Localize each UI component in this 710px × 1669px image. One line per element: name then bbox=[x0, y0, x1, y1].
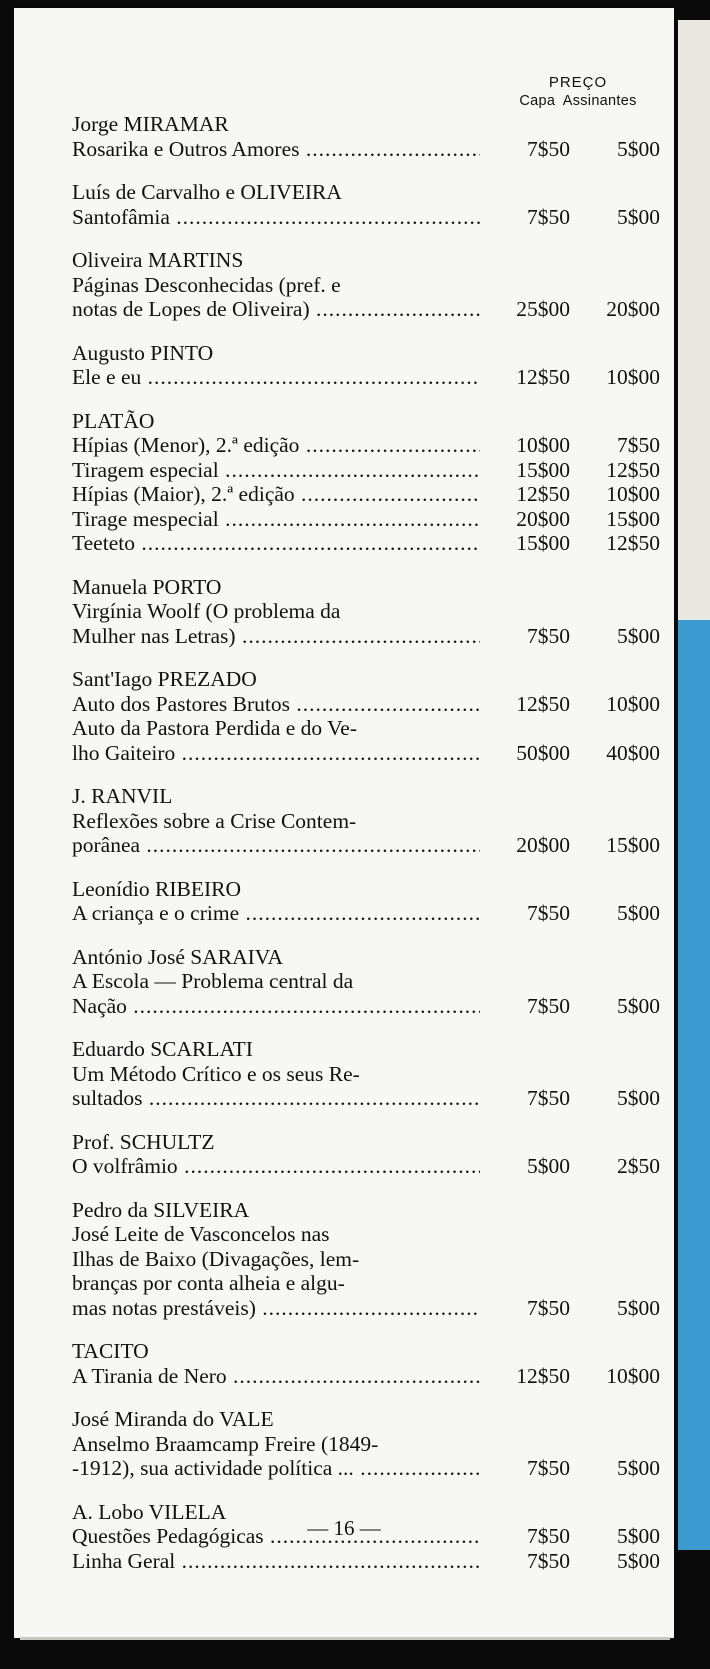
price-assinantes: 12$50 bbox=[606, 531, 660, 555]
book-title-line bbox=[72, 599, 672, 624]
author-name: Pedro da SILVEIRA bbox=[72, 1197, 250, 1222]
book-entry bbox=[72, 1130, 672, 1179]
price-assinantes: 10$00 bbox=[606, 691, 660, 716]
book-title: Nação ..... bbox=[72, 994, 480, 1019]
book-list bbox=[72, 112, 672, 1592]
book-title: Hípias (Maior), 2.ª edição ..... bbox=[72, 482, 480, 507]
price-assinantes: 5$00 bbox=[617, 1548, 660, 1573]
book-title-line bbox=[72, 531, 672, 556]
book-title-line bbox=[72, 205, 672, 230]
price-assinantes: 5$00 bbox=[617, 901, 660, 925]
price-assinantes: 5$00 bbox=[617, 1524, 660, 1548]
author-name: Oliveira MARTINS bbox=[72, 248, 244, 272]
book-title: Ilhas de Baixo (Divagações, lem- bbox=[72, 1246, 360, 1271]
book-title: Páginas Desconhecidas (pref. e bbox=[72, 272, 341, 297]
book-title: Auto dos Pastores Brutos ..... bbox=[72, 692, 480, 717]
price-label: PREÇO bbox=[548, 74, 608, 91]
price-capa: 7$50 bbox=[527, 1548, 570, 1573]
price-capa: 7$50 bbox=[527, 136, 570, 161]
book-title: Mulher nas Letras) ..... bbox=[72, 624, 480, 649]
author-name: Leonídio RIBEIRO bbox=[72, 876, 241, 901]
author-name: José Miranda do VALE bbox=[72, 1407, 274, 1431]
price-header bbox=[488, 74, 668, 109]
author-name: Eduardo SCARLATI bbox=[72, 1037, 253, 1061]
book-entry bbox=[72, 575, 672, 649]
book-title-line bbox=[72, 365, 672, 390]
book-title: Questões Pedagógicas ..... bbox=[72, 1524, 480, 1549]
price-assinantes: 2$50 bbox=[617, 1154, 660, 1178]
book-title: Um Método Crítico e os seus Re- bbox=[72, 1061, 360, 1086]
book-title: Ele e eu ..... bbox=[72, 365, 480, 390]
book-entry bbox=[72, 248, 672, 322]
book-entry bbox=[72, 877, 672, 926]
price-capa: 7$50 bbox=[527, 623, 570, 648]
price-assinantes: 10$00 bbox=[606, 365, 660, 389]
book-entry bbox=[72, 112, 672, 161]
price-capa: 12$50 bbox=[516, 691, 570, 716]
price-assinantes: 5$00 bbox=[617, 623, 660, 648]
price-assinantes: 5$00 bbox=[617, 1086, 660, 1110]
book-title: branças por conta alheia e algu- bbox=[72, 1271, 345, 1295]
page-edge bbox=[678, 20, 710, 620]
book-title-line bbox=[72, 1247, 672, 1272]
book-entry bbox=[72, 1037, 672, 1111]
price-assinantes: 10$00 bbox=[606, 482, 660, 506]
book-title-line bbox=[72, 1364, 672, 1389]
book-entry bbox=[72, 945, 672, 1019]
book-title-line bbox=[72, 809, 672, 834]
price-capa: 5$00 bbox=[527, 1154, 570, 1178]
book-title: Hípias (Menor), 2.ª edição ..... bbox=[72, 433, 480, 458]
book-entry bbox=[72, 180, 672, 229]
price-assinantes: 40$00 bbox=[606, 740, 660, 765]
book-title-line bbox=[72, 1456, 672, 1481]
book-title: Teeteto ..... bbox=[72, 531, 480, 556]
price-capa: 15$00 bbox=[516, 457, 570, 482]
book-title: Auto da Pastora Perdida e do Ve- bbox=[72, 716, 358, 740]
page-number: — 16 — bbox=[307, 1516, 381, 1540]
book-entry bbox=[72, 1407, 672, 1481]
price-capa: 7$50 bbox=[527, 1524, 570, 1548]
author-name: António José SARAIVA bbox=[72, 944, 284, 969]
book-title: Rosarika e Outros Amores ..... bbox=[72, 137, 480, 162]
page-bottom-edge bbox=[20, 1637, 670, 1640]
book-title-line bbox=[72, 482, 672, 507]
price-capa: 7$50 bbox=[527, 204, 570, 229]
book-entry bbox=[72, 667, 672, 765]
author-name: A. Lobo VILELA bbox=[72, 1499, 227, 1524]
book-title-line bbox=[72, 297, 672, 322]
price-capa: 7$50 bbox=[527, 993, 570, 1018]
book-title-line bbox=[72, 1062, 672, 1087]
catalog-page bbox=[14, 8, 674, 1638]
price-columns-label: Capa Assinantes bbox=[519, 93, 637, 109]
book-title: Tiragem especial ..... bbox=[72, 458, 480, 483]
book-title-line bbox=[72, 1296, 672, 1321]
price-capa: 50$00 bbox=[516, 740, 570, 765]
book-title-line bbox=[72, 901, 672, 926]
price-capa: 10$00 bbox=[516, 433, 570, 457]
book-title: notas de Lopes de Oliveira) ..... bbox=[72, 297, 480, 322]
book-entry bbox=[72, 784, 672, 858]
price-capa: 12$50 bbox=[516, 482, 570, 506]
author-name: PLATÃO bbox=[72, 408, 155, 433]
author-name: J. RANVIL bbox=[72, 784, 173, 808]
author-name: Prof. SCHULTZ bbox=[72, 1129, 215, 1154]
price-assinantes: 5$00 bbox=[617, 1295, 660, 1320]
price-assinantes: 12$50 bbox=[606, 457, 660, 482]
book-title: sultados ..... bbox=[72, 1086, 480, 1111]
price-capa: 20$00 bbox=[516, 506, 570, 531]
book-title: José Leite de Vasconcelos nas bbox=[72, 1222, 330, 1246]
price-capa: 7$50 bbox=[527, 1295, 570, 1320]
book-title-line bbox=[72, 692, 672, 717]
book-title: Linha Geral ..... bbox=[72, 1549, 480, 1574]
author-name: Sant'Iago PREZADO bbox=[72, 667, 257, 691]
author-name: Luís de Carvalho e OLIVEIRA bbox=[72, 180, 342, 204]
book-title: Virgínia Woolf (O problema da bbox=[72, 599, 341, 623]
price-assinantes: 15$00 bbox=[606, 833, 660, 857]
book-title-line bbox=[72, 1086, 672, 1111]
price-assinantes: 5$00 bbox=[617, 1456, 660, 1480]
book-entry bbox=[72, 1198, 672, 1321]
book-title: mas notas prestáveis) ..... bbox=[72, 1296, 480, 1321]
book-title-line bbox=[72, 433, 672, 458]
author-name: Manuela PORTO bbox=[72, 574, 222, 599]
book-title-line bbox=[72, 1271, 672, 1296]
book-title-line bbox=[72, 458, 672, 483]
price-capa: 7$50 bbox=[527, 1086, 570, 1110]
price-assinantes: 5$00 bbox=[617, 136, 660, 161]
book-title: Santofâmia ..... bbox=[72, 205, 480, 230]
book-title-line bbox=[72, 716, 672, 741]
price-capa: 12$50 bbox=[516, 1363, 570, 1388]
price-capa: 12$50 bbox=[516, 365, 570, 389]
book-title-line bbox=[72, 1222, 672, 1247]
price-capa: 25$00 bbox=[516, 297, 570, 321]
author-name: Augusto PINTO bbox=[72, 340, 214, 365]
book-entry bbox=[72, 1339, 672, 1388]
book-title: Reflexões sobre a Crise Contem- bbox=[72, 808, 357, 833]
book-title-line bbox=[72, 833, 672, 858]
price-assinantes: 15$00 bbox=[606, 506, 660, 531]
price-capa: 20$00 bbox=[516, 833, 570, 857]
book-entry bbox=[72, 341, 672, 390]
book-title-line bbox=[72, 273, 672, 298]
book-title: A criança e o crime ..... bbox=[72, 901, 480, 926]
book-title: porânea ..... bbox=[72, 833, 480, 858]
blue-cover-strip bbox=[678, 620, 710, 1550]
price-assinantes: 7$50 bbox=[617, 433, 660, 457]
author-name: Jorge MIRAMAR bbox=[72, 112, 229, 136]
book-title-line bbox=[72, 741, 672, 766]
price-assinantes: 5$00 bbox=[617, 204, 660, 229]
price-assinantes: 5$00 bbox=[617, 993, 660, 1018]
price-capa: 15$00 bbox=[516, 531, 570, 555]
book-title: A Tirania de Nero ..... bbox=[72, 1364, 480, 1389]
book-title-line bbox=[72, 624, 672, 649]
book-entry bbox=[72, 409, 672, 556]
book-title: Tirage mespecial ..... bbox=[72, 507, 480, 532]
price-capa: 7$50 bbox=[527, 901, 570, 925]
book-title: O volfrâmio ..... bbox=[72, 1154, 480, 1179]
price-capa: 7$50 bbox=[527, 1456, 570, 1480]
book-title-line bbox=[72, 1549, 672, 1574]
book-title: Anselmo Braamcamp Freire (1849- bbox=[72, 1431, 379, 1456]
book-title-line bbox=[72, 137, 672, 162]
book-title: lho Gaiteiro ..... bbox=[72, 741, 480, 766]
book-title-line bbox=[72, 994, 672, 1019]
author-name: TACITO bbox=[72, 1339, 149, 1363]
price-assinantes: 20$00 bbox=[606, 297, 660, 321]
book-title-line bbox=[72, 1154, 672, 1179]
book-title-line bbox=[72, 507, 672, 532]
book-title-line bbox=[72, 1432, 672, 1457]
book-title: A Escola — Problema central da bbox=[72, 969, 354, 993]
book-title-line bbox=[72, 969, 672, 994]
book-title: -1912), sua actividade política ... ..... bbox=[72, 1456, 480, 1481]
price-assinantes: 10$00 bbox=[606, 1363, 660, 1388]
